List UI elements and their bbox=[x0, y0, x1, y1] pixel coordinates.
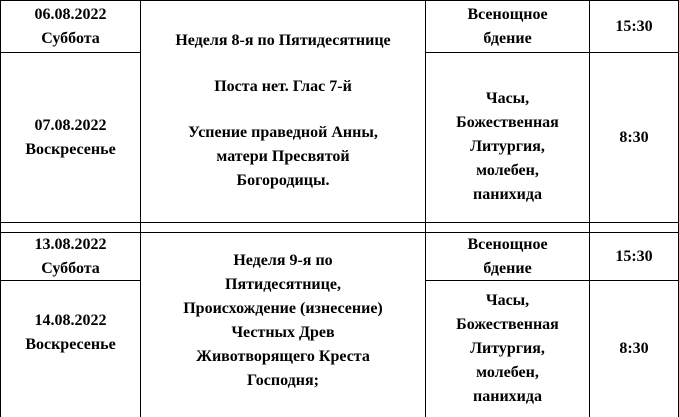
time-cell bbox=[590, 233, 678, 280]
weekday: Суббота bbox=[41, 29, 100, 47]
feast-title: Неделя 8-я по Пятидесятнице bbox=[175, 32, 391, 49]
weekday: Воскресенье bbox=[25, 140, 116, 158]
feast-line: Пятидесятнице, bbox=[225, 276, 341, 293]
service-cell bbox=[426, 1, 589, 52]
service-line: Божественная bbox=[456, 316, 559, 333]
service-time: 8:30 bbox=[619, 340, 649, 357]
time-cell bbox=[590, 53, 678, 222]
feast-cell bbox=[141, 233, 425, 417]
service-line: Часы, bbox=[485, 89, 530, 107]
service-line: панихида bbox=[473, 388, 542, 405]
service-line: панихида bbox=[473, 185, 542, 203]
service-line: молебен, bbox=[476, 364, 539, 381]
service-line: Всенощное bbox=[467, 235, 548, 253]
date: 07.08.2022 bbox=[34, 116, 107, 134]
grid-line bbox=[0, 222, 679, 223]
service-line: бдение bbox=[483, 259, 532, 277]
date-cell bbox=[1, 233, 140, 280]
feast-cell bbox=[141, 1, 425, 222]
weekday: Воскресенье bbox=[25, 336, 116, 353]
service-line: Всенощное bbox=[467, 5, 548, 23]
date-cell bbox=[1, 281, 140, 385]
service-time: 15:30 bbox=[615, 17, 653, 35]
fast-note: Поста нет. Глас 7-й bbox=[214, 78, 352, 95]
commemoration-line: матери Пресвятой bbox=[216, 148, 350, 165]
service-line: Часы, bbox=[485, 292, 530, 309]
date: 14.08.2022 bbox=[34, 312, 107, 329]
service-cell bbox=[426, 233, 589, 280]
weekday: Суббота bbox=[41, 259, 100, 277]
date: 13.08.2022 bbox=[34, 235, 107, 253]
service-time: 8:30 bbox=[619, 128, 649, 146]
service-line: Литургия, bbox=[470, 137, 545, 155]
feast-line: Неделя 9-я по bbox=[233, 252, 333, 269]
service-cell bbox=[426, 53, 589, 222]
date-cell bbox=[1, 53, 140, 222]
feast-line: Животворящего Креста bbox=[196, 348, 370, 365]
feast-line: Господня; bbox=[247, 372, 319, 389]
date: 06.08.2022 bbox=[34, 5, 107, 23]
service-line: Литургия, bbox=[470, 340, 545, 357]
commemoration-line: Богородицы. bbox=[236, 172, 330, 189]
date-cell bbox=[1, 1, 140, 52]
commemoration-line: Успение праведной Анны, bbox=[188, 124, 378, 141]
time-cell bbox=[590, 1, 678, 52]
service-time: 15:30 bbox=[615, 247, 653, 265]
time-cell bbox=[590, 281, 678, 417]
feast-line: Происхождение (изнесение) bbox=[183, 300, 383, 317]
service-line: бдение bbox=[483, 29, 532, 47]
feast-line: Честных Древ bbox=[231, 324, 335, 341]
service-line: Божественная bbox=[456, 113, 559, 131]
service-line: молебен, bbox=[476, 161, 539, 179]
service-cell bbox=[426, 281, 589, 417]
